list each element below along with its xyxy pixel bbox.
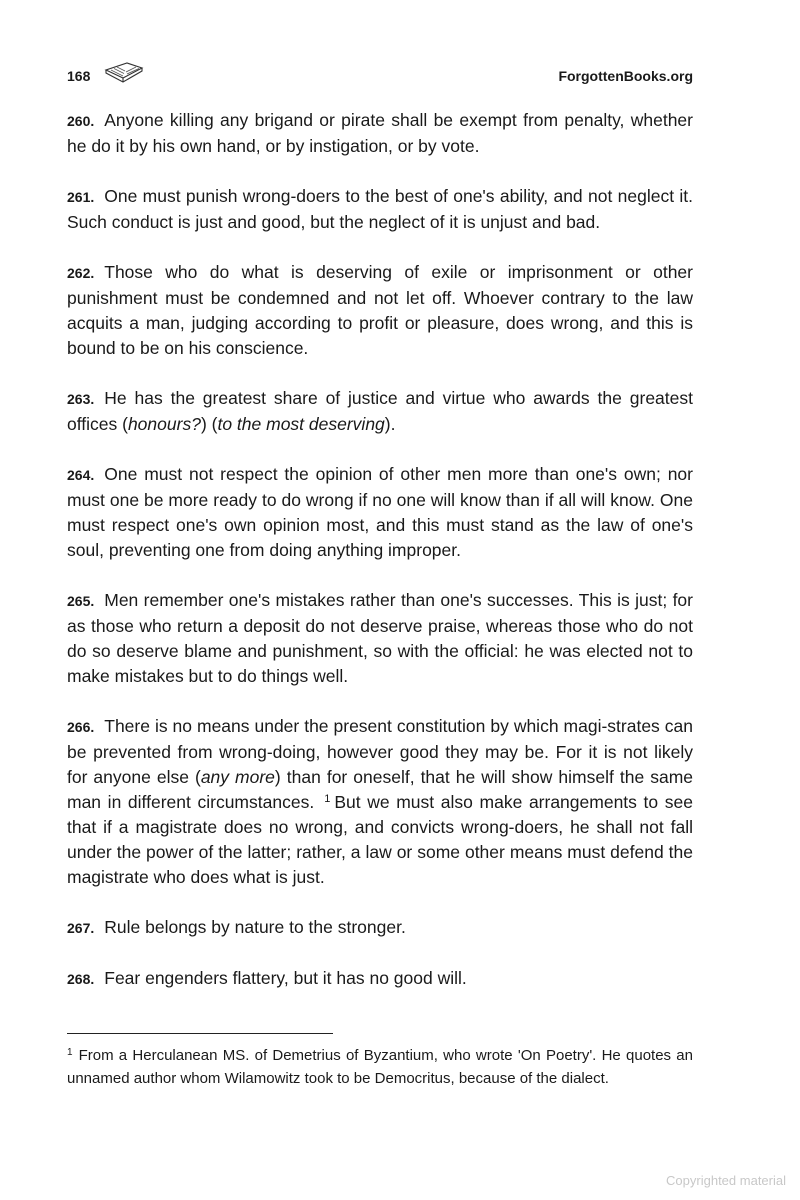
- italic-text: honours?: [127, 414, 201, 434]
- paragraph-number: 261.: [67, 189, 95, 205]
- paragraph-text: ).: [384, 414, 396, 434]
- paragraph-text: One must punish wrong-doers to the best of one's ability, and not neglect it. Such conduct is just and good, but the neglect of it is unjust and bad.: [67, 186, 693, 232]
- paragraph-text: One must not respect the opinion of other men more than one's own; nor must one be more ready to do wrong if no one will know than if all will know. One must respect one's own opinion most, and this must stand as the law of one's soul, preventing one from doing anything improper.: [67, 464, 693, 560]
- page-header: [67, 66, 693, 90]
- paragraph-number: 268.: [67, 971, 95, 987]
- paragraph-260: [67, 108, 693, 159]
- paragraph-text: He has the greatest share of justice and virtue who awards the greatest offices (: [67, 388, 693, 434]
- italic-text: any more: [200, 767, 275, 787]
- paragraph-number: 262.: [67, 265, 95, 281]
- paragraph-number: 267.: [67, 920, 95, 936]
- footnote-reference[interactable]: 1: [324, 793, 331, 805]
- paragraph-number: 263.: [67, 391, 95, 407]
- paragraph-text: Rule belongs by nature to the stronger.: [104, 917, 406, 937]
- paragraph-number: 260.: [67, 113, 95, 129]
- site-name: ForgottenBooks.org: [558, 68, 693, 84]
- paragraph-267: [67, 915, 693, 941]
- paragraph-number: 264.: [67, 467, 95, 483]
- footnote-divider: [67, 1033, 333, 1034]
- paragraph-264: [67, 462, 693, 563]
- italic-text: to the most deserving: [217, 414, 385, 434]
- paragraph-text: But we must also make arrangements to see that if a magistrate does no wrong, and convicts wrong-doers, he shall not fall under the power of the latter; rather, a law or some other means must defend the magistrate who does what is just.: [67, 792, 693, 887]
- paragraph-text: Those who do what is deserving of exile or imprisonment or other punishment must be condemned and not let off. Whoever contrary to the law acquits a man, judging according to profit or pleasure, does wrong, and this is bound to be on his conscience.: [67, 262, 693, 358]
- paragraph-263: [67, 386, 693, 437]
- paragraph-text: There is no means under the present constitution by which magi-strates can be prevented from wrong-doing, however good they may be. For it is not likely for anyone else (: [67, 716, 693, 787]
- footnote: [67, 1044, 693, 1090]
- open-book-icon: [103, 62, 145, 89]
- footnote-marker: 1: [67, 1047, 73, 1058]
- copyright-watermark: Copyrighted material: [666, 1173, 786, 1188]
- paragraph-number: 265.: [67, 593, 95, 609]
- paragraph-262: [67, 260, 693, 361]
- page-number: 168: [67, 68, 91, 84]
- footnote-text: From a Herculanean MS. of Demetrius of Byzantium, who wrote 'On Poetry'. He quotes an unnamed author whom Wilamowitz took to be Democritus, because of the dialect.: [67, 1047, 693, 1087]
- paragraph-number: 266.: [67, 719, 95, 735]
- main-text: [67, 108, 693, 1017]
- paragraph-text: Anyone killing any brigand or pirate shall be exempt from penalty, whether he do it by his own hand, or by instigation, or by vote.: [67, 110, 693, 156]
- paragraph-text: Men remember one's mistakes rather than one's successes. This is just; for as those who return a deposit do not deserve praise, whereas those who do not do so deserve blame and punishment, so with the official: he was elected not to make mistakes but to do things well.: [67, 590, 693, 686]
- paragraph-261: [67, 184, 693, 235]
- paragraph-text: ) than for oneself, that he will show himself the same man in different circumstances.: [67, 767, 694, 812]
- paragraph-268: [67, 966, 693, 992]
- paragraph-265: [67, 588, 693, 689]
- paragraph-text: Fear engenders flattery, but it has no good will.: [104, 968, 467, 988]
- paragraph-text: ) (: [200, 414, 218, 434]
- paragraph-266: [67, 714, 693, 890]
